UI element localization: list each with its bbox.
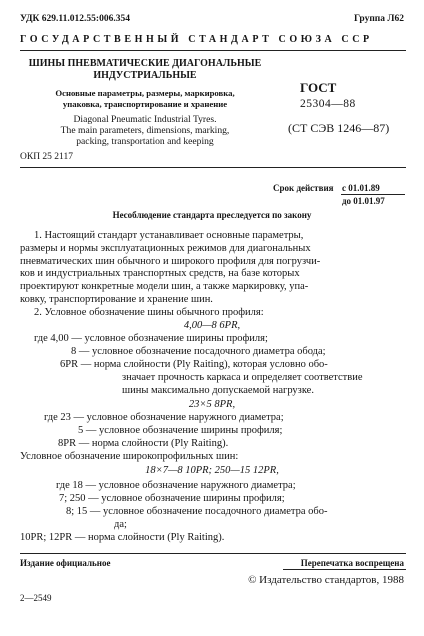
title-ru-sub xyxy=(20,88,270,110)
validity-underline xyxy=(341,194,405,195)
definition-line: 8 — условное обозначение посадочного диаметра обода; xyxy=(71,346,326,357)
title-ru-sub-line: Основные параметры, размеры, маркировка, xyxy=(55,88,235,98)
title-ru-main xyxy=(20,58,270,82)
example-3: 18×7—8 10PR; 250—15 12PR, xyxy=(145,465,279,476)
title-en-line: Diagonal Pneumatic Industrial Tyres. xyxy=(73,114,217,125)
paragraph-line: ковку, транспортирование и хранение шин. xyxy=(20,293,213,305)
reprint-notice: Перепечатка воспрещена xyxy=(300,558,404,568)
paragraph-line: размеры и нормы эксплуатационных режимов для диагональных xyxy=(20,242,311,254)
definition-line: 8; 15 — условное обозначение посадочного диаметра обо- xyxy=(66,506,328,517)
title-en-line: The main parameters, dimensions, marking, xyxy=(60,125,230,137)
law-notice: Несоблюдение стандарта преследуется по закону xyxy=(112,210,312,220)
definition-line: да; xyxy=(114,519,127,530)
definition-line: шины максимально допускаемой нагрузке. xyxy=(122,385,314,396)
definition-line: где 18 — условное обозначение наружного диаметра; xyxy=(56,480,296,491)
definition-line: 7; 250 — условное обозначение ширины профиля; xyxy=(59,493,285,504)
okp-code: ОКП 25 2117 xyxy=(20,152,73,162)
title-en-line: packing, transportation and keeping xyxy=(76,136,214,148)
paragraph-2: 2. Условное обозначение шины обычного профиля: xyxy=(34,307,264,318)
title-ru-sub-line: упаковка, транспортирование и хранение xyxy=(62,99,228,109)
st-sev-number: (СТ СЭВ 1246—87) xyxy=(288,121,390,135)
paragraph-3: Условное обозначение широкопрофильных шин: xyxy=(20,451,239,462)
gost-number: 25304—88 xyxy=(300,98,356,110)
definition-line: 6PR — норма слойности (Ply Raiting), которая условно обо- xyxy=(60,359,328,370)
paragraph-line: проектируют конкретные модели шин, а также маркировку, упа- xyxy=(20,281,309,293)
header-rule xyxy=(20,50,406,51)
title-rule xyxy=(20,167,406,168)
definition-line: 8PR — норма слойности (Ply Raiting). xyxy=(58,438,229,449)
validity-from: с 01.01.89 xyxy=(342,183,380,193)
definition-line: где 23 — условное обозначение наружного диаметра; xyxy=(44,412,284,423)
title-en xyxy=(20,114,270,148)
example-2: 23×5 8PR, xyxy=(188,399,236,410)
validity-label: Срок действия xyxy=(273,183,334,193)
print-code: 2—2549 xyxy=(20,593,52,603)
official-edition: Издание официальное xyxy=(20,558,111,568)
paragraph-1 xyxy=(20,230,406,307)
definition-line: 5 — условное обозначение ширины профиля; xyxy=(78,425,283,436)
standard-banner: ГОСУДАРСТВЕННЫЙ СТАНДАРТ СОЮЗА ССР xyxy=(20,34,373,45)
copyright-line: © Издательство стандартов, 1988 xyxy=(248,574,404,586)
paragraph-line: пневматических шин обычного и широкого профиля для погрузчи- xyxy=(20,255,321,267)
title-ru-main-line: ШИНЫ ПНЕВМАТИЧЕСКИЕ ДИАГОНАЛЬНЫЕ xyxy=(28,58,262,69)
example-1: 4,00—8 6PR, xyxy=(183,320,241,331)
reprint-underline xyxy=(283,569,406,570)
gost-label: ГОСТ xyxy=(300,80,337,95)
definition-line: значает прочность каркаса и определяет соответствие xyxy=(122,372,363,383)
validity-to: до 01.01.97 xyxy=(342,196,385,206)
title-ru-main-line: ИНДУСТРИАЛЬНЫЕ xyxy=(93,70,197,81)
definition-line: 10PR; 12PR — норма слойности (Ply Raiting). xyxy=(20,532,225,543)
footer-rule xyxy=(20,553,406,554)
udc-code: УДК 629.11.012.55:006.354 xyxy=(20,14,130,24)
paragraph-line: ков и индустриальных транспортных средств, на базе которых xyxy=(20,268,300,280)
paragraph-line: 1. Настоящий стандарт устанавливает основные параметры, xyxy=(34,230,304,241)
group-code: Группа Л62 xyxy=(353,14,404,24)
definition-line: где 4,00 — условное обозначение ширины профиля; xyxy=(34,333,268,344)
